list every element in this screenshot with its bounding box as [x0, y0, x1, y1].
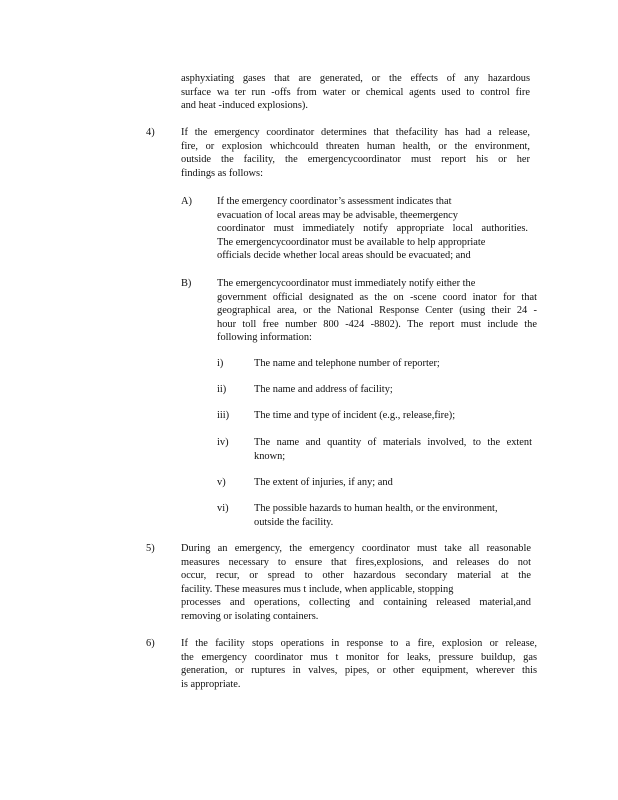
paragraph-line: If the emergency coordinator’s assessment indicates that: [217, 196, 452, 207]
point-numeral: iii): [217, 410, 230, 421]
paragraph-line: measures necessary to ensure that fires,explosions, and releases do not: [181, 556, 531, 568]
paragraph-line: outside the facility, the emergencycoordinator must report his or her: [181, 154, 530, 166]
item-number: 5): [146, 543, 155, 554]
paragraph-line: is appropriate.: [181, 678, 241, 690]
paragraph-line: coordinator must immediately notify appropriate local authorities.: [217, 223, 528, 235]
paragraph-line: The emergencycoordinator must be available to help appropriate: [217, 236, 486, 248]
list-item: [254, 383, 538, 397]
intro-paragraph: [181, 72, 530, 113]
paragraph-line: known;: [254, 450, 286, 462]
paragraph-line: The name and address of facility;: [254, 384, 393, 395]
paragraph-line: and heat -induced explosions).: [181, 100, 308, 112]
paragraph-line: following information:: [217, 332, 312, 344]
point-numeral: iv): [217, 437, 229, 448]
paragraph-line: evacuation of local areas may be advisable, theemergency: [217, 209, 458, 221]
subitem-letter: A): [181, 196, 192, 207]
paragraph-line: During an emergency, the emergency coordinator must take all reasonable: [181, 543, 531, 554]
point-numeral: i): [217, 358, 224, 369]
subitem-b-paragraph: [217, 277, 537, 345]
paragraph-line: the emergency coordinator mus t monitor for leaks, pressure buildup, gas: [181, 651, 537, 663]
paragraph-line: asphyxiating gases that are generated, or the effects of any hazardous: [181, 73, 530, 84]
paragraph-line: If the facility stops operations in response to a fire, explosion or release,: [181, 638, 537, 649]
subitem-a-paragraph: [217, 195, 528, 263]
list-item: [254, 436, 532, 463]
paragraph-line: occur, recur, or spread to other hazardous secondary material at the: [181, 570, 531, 582]
item-number: 6): [146, 638, 155, 649]
subitem-letter: B): [181, 278, 192, 289]
paragraph-line: The extent of injuries, if any; and: [254, 477, 393, 488]
paragraph-line: geographical area, or the National Response Center (using their 24 -: [217, 305, 537, 317]
item-6-paragraph: [181, 637, 537, 691]
list-item: [254, 476, 538, 490]
point-numeral: v): [217, 477, 226, 488]
paragraph-line: hour toll free number 800 -424 -8802). The report must include the: [217, 318, 537, 330]
list-item: [254, 409, 538, 423]
list-item: [254, 502, 538, 529]
paragraph-line: findings as follows:: [181, 167, 263, 179]
item-5-paragraph: [181, 542, 531, 624]
paragraph-line: surface wa ter run -offs from water or chemical agents used to control fire: [181, 86, 530, 98]
paragraph-line: officials decide whether local areas should be evacuated; and: [217, 250, 471, 262]
paragraph-line: The possible hazards to human health, or the environment,: [254, 503, 498, 514]
paragraph-line: removing or isolating containers.: [181, 610, 319, 622]
paragraph-line: government official designated as the on -scene coord inator for that: [217, 291, 537, 303]
paragraph-line: fire, or explosion whichcould threaten human health, or the environment,: [181, 140, 530, 152]
point-numeral: vi): [217, 503, 229, 514]
paragraph-line: processes and operations, collecting and containing released material,and: [181, 597, 531, 609]
paragraph-line: The emergencycoordinator must immediately notify either the: [217, 278, 476, 289]
paragraph-line: If the emergency coordinator determines that thefacility has had a release,: [181, 127, 530, 138]
item-number: 4): [146, 127, 155, 138]
paragraph-line: The name and telephone number of reporter;: [254, 358, 440, 369]
paragraph-line: facility. These measures mus t include, when applicable, stopping: [181, 583, 454, 595]
paragraph-line: The time and type of incident (e.g., release,fire);: [254, 410, 456, 421]
paragraph-line: The name and quantity of materials involved, to the extent: [254, 437, 532, 448]
list-item: [254, 357, 538, 371]
paragraph-line: outside the facility.: [254, 516, 334, 528]
item-4-paragraph: [181, 126, 530, 180]
paragraph-line: generation, or ruptures in valves, pipes, or other equipment, wherever this: [181, 665, 537, 677]
point-numeral: ii): [217, 384, 227, 395]
